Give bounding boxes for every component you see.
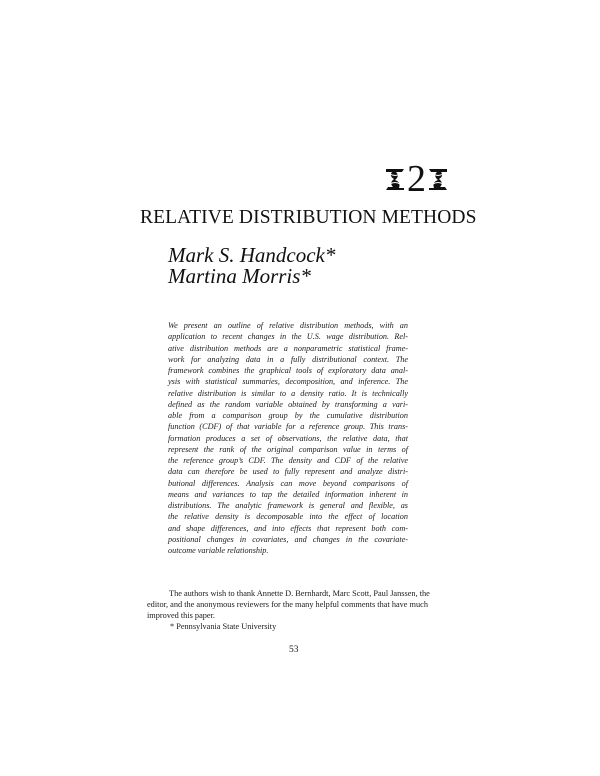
affiliation-footnote: * Pennsylvania State University — [170, 622, 277, 631]
fleuron-right-icon — [427, 166, 449, 192]
abstract-line: application to recent changes in the U.S. wage distribution. Rel- — [168, 332, 408, 342]
abstract-line: formation produces a set of observations, the relative data, that — [168, 433, 408, 443]
abstract-line: relative distribution is similar to a density ratio. It is technically — [168, 388, 408, 398]
abstract-line: outcome variable relationship. — [168, 546, 269, 555]
abstract-line: framework combines the graphical tools of exploratory data anal- — [168, 366, 408, 375]
abstract-line: able from a comparison group by the cumulative distribution — [168, 411, 408, 420]
abstract-line: the reference group’s CDF. The density and CDF of the relative — [168, 456, 408, 465]
abstract-line: ative distribution methods are a nonparametric statistical frame- — [168, 343, 408, 353]
fleuron-left-icon — [384, 166, 406, 192]
abstract-line: means and variances to tap the detailed information inherent in — [168, 489, 408, 499]
abstract-line: We present an outline of relative distribution methods, with an — [168, 321, 408, 330]
abstract-line: the relative density is decomposable into the effect of location — [168, 512, 408, 522]
abstract-line: data can therefore be used to fully represent and analyze distri- — [168, 467, 408, 477]
abstract-line: ysis with statistical summaries, decomposition, and inference. The — [168, 377, 408, 387]
abstract-line: work for analyzing data in a fully distributional context. The — [168, 354, 408, 364]
abstract-line: and shape differences, and into effects that represent both com- — [168, 523, 408, 533]
page-number: 53 — [289, 645, 299, 655]
chapter-heading — [384, 160, 449, 198]
abstract-line: distributions. The analytic framework is general and flexible, as — [168, 501, 408, 510]
abstract-line: defined as the random variable obtained by transforming a vari- — [168, 399, 408, 409]
abstract-line: represent the rank of the original comparison value in terms of — [168, 444, 408, 454]
footnote-line: improved this paper. — [147, 610, 215, 620]
abstract-line: function (CDF) of that variable for a reference group. This trans- — [168, 422, 408, 432]
author-name: Martina Morris* — [168, 264, 311, 288]
abstract-line: positional changes in covariates, and changes in the covariate- — [168, 534, 408, 544]
footnote-line: The authors wish to thank Annette D. Bernhardt, Marc Scott, Paul Janssen, the — [169, 589, 430, 598]
abstract-line: butional differences. Analysis can move beyond comparisons of — [168, 478, 408, 488]
acknowledgement-footnote — [147, 589, 459, 622]
footnote-line: editor, and the anonymous reviewers for the many helpful comments that have much — [147, 599, 428, 609]
chapter-title: RELATIVE DISTRIBUTION METHODS — [140, 207, 477, 228]
chapter-number: 2 — [407, 158, 426, 200]
author-name: Mark S. Handcock* — [168, 243, 336, 267]
abstract — [168, 320, 408, 556]
